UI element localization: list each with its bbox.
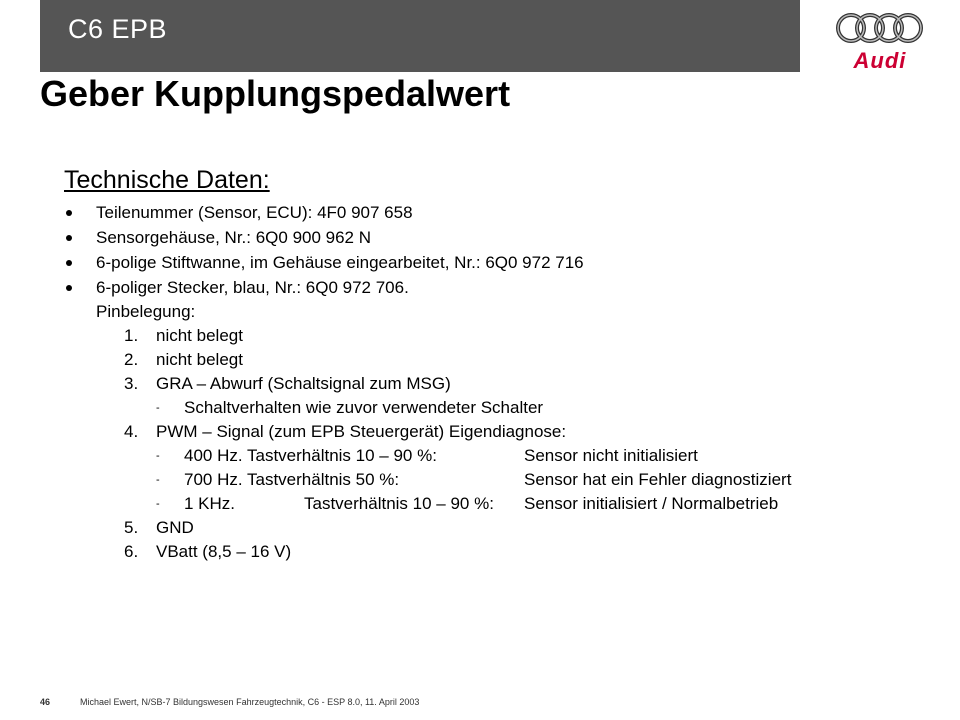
pin-text: VBatt (8,5 – 16 V) (156, 542, 292, 561)
header-bar (40, 0, 800, 72)
footer (40, 697, 419, 707)
pin-text: GRA – Abwurf (Schaltsignal zum MSG) (156, 374, 451, 393)
pin-text: nicht belegt (156, 350, 243, 369)
list-item (64, 250, 924, 275)
frequency-text: 400 Hz. Tastverhältnis 10 – 90 %: (184, 446, 437, 465)
status-text: Sensor hat ein Fehler diagnostiziert (524, 470, 792, 489)
logo-wordmark: Audi (853, 48, 907, 73)
dash-icon: - (156, 498, 160, 510)
bullet-text: Teilenummer (Sensor, ECU): 4F0 907 658 (96, 203, 413, 222)
four-rings-logo (832, 10, 928, 46)
status-text: Sensor initialisiert / Normalbetrieb (524, 494, 779, 513)
pin-item (124, 516, 924, 540)
pin-number: 4. (124, 422, 139, 441)
status-text: Sensor nicht initialisiert (524, 446, 698, 465)
sub-list (124, 396, 924, 420)
list-item (64, 225, 924, 250)
dash-icon: - (156, 474, 160, 486)
sub-item (156, 492, 924, 516)
bullet-icon (66, 260, 72, 266)
sub-text: Schaltverhalten wie zuvor verwendeter Schalter (184, 398, 544, 417)
bullet-icon (66, 285, 72, 291)
bullet-icon (66, 235, 72, 241)
pin-number: 3. (124, 374, 139, 393)
frequency-text: 700 Hz. Tastverhältnis 50 %: (184, 470, 400, 489)
pin-text: nicht belegt (156, 326, 243, 345)
dash-icon: - (156, 402, 160, 414)
bullet-text: Sensorgehäuse, Nr.: 6Q0 900 962 N (96, 228, 372, 247)
pin-number: 1. (124, 326, 139, 345)
footer-text: Michael Ewert, N/SB-7 Bildungswesen Fahrzeugtechnik, C6 - ESP 8.0, 11. April 2003 (80, 697, 420, 707)
sub-list (124, 444, 924, 516)
pin-item (124, 324, 924, 348)
pin-item (124, 540, 924, 564)
pin-item (124, 372, 924, 420)
bullet-list (64, 200, 924, 300)
pin-item (124, 348, 924, 372)
header-title: C6 EPB (68, 14, 168, 44)
bullet-text: 6-poliger Stecker, blau, Nr.: 6Q0 972 706. (96, 278, 409, 297)
pin-text: GND (156, 518, 194, 537)
sub-item (156, 468, 924, 492)
dash-icon: - (156, 450, 160, 462)
pin-number: 5. (124, 518, 139, 537)
sub-item (156, 396, 924, 420)
page-title: Geber Kupplungspedalwert (40, 73, 511, 114)
pin-list (64, 324, 924, 564)
pin-item (124, 420, 924, 516)
pin-label: Pinbelegung: (96, 302, 196, 321)
pin-number: 6. (124, 542, 139, 561)
audi-logo (832, 10, 928, 76)
pin-text: PWM – Signal (zum EPB Steuergerät) Eigendiagnose: (156, 422, 567, 441)
sub-item (156, 444, 924, 468)
frequency-text: 1 KHz. (184, 494, 236, 513)
list-item (64, 200, 924, 225)
section-heading: Technische Daten: (64, 166, 270, 194)
content-area (64, 164, 924, 564)
list-item (64, 275, 924, 300)
bullet-text: 6-polige Stiftwanne, im Gehäuse eingearbeitet, Nr.: 6Q0 972 716 (96, 253, 584, 272)
pin-number: 2. (124, 350, 139, 369)
bullet-icon (66, 210, 72, 216)
duty-cycle-text: Tastverhältnis 10 – 90 %: (304, 494, 494, 513)
page-number: 46 (40, 697, 51, 707)
